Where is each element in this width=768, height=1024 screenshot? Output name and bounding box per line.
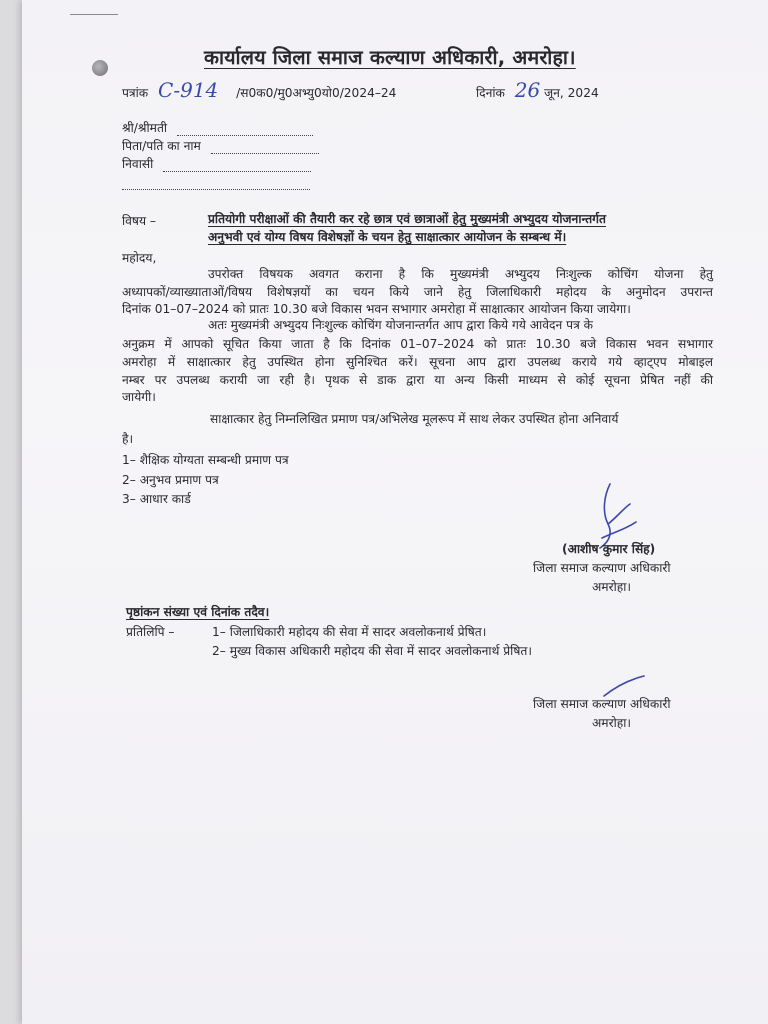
letter-date (476, 78, 599, 102)
para2-line4: नम्बर पर उपलब्ध करायी जा रही है। पृथक से डाक द्वारा या अन्य किसी माध्यम से कोई सूचना प्रेषित नहीं की (122, 373, 713, 387)
patrank-handwritten: C-914 (158, 78, 219, 102)
address-line-1 (122, 120, 313, 136)
subject-label: विषय – (122, 214, 157, 228)
dotted-blank (177, 125, 313, 136)
list-item: 3– आधार कार्ड (122, 492, 191, 506)
signatory-place-2: अमरोहा। (592, 716, 631, 730)
address-line-2 (122, 138, 319, 154)
address-line-3-label: निवासी (122, 157, 154, 171)
address-line-1-label: श्री/श्रीमती (122, 121, 168, 135)
subject-line-1: प्रतियोगी परीक्षाओं की तैयारी कर रहे छात्र एवं छात्राओं हेतु मुख्यमंत्री अभ्युदय योजनान्तर्गत (208, 212, 606, 226)
dotted-blank (163, 161, 311, 172)
endorsement-heading: पृष्ठांकन संख्या एवं दिनांक तदैव। (126, 605, 270, 619)
para2-line5: जायेगी। (122, 390, 156, 404)
patrank-label: पत्रांक (122, 86, 149, 100)
signatory-designation: जिला समाज कल्याण अधिकारी (533, 561, 671, 575)
para1-line1: उपरोक्त विषयक अवगत कराना है कि मुख्यमंत्री अभ्युदय निःशुल्क कोचिंग योजना हेतु (208, 267, 713, 281)
letter-number (122, 78, 397, 102)
signatory-designation-2: जिला समाज कल्याण अधिकारी (533, 697, 671, 711)
dinank-handwritten: 26 (514, 78, 541, 102)
address-line-2-label: पिता/पति का नाम (122, 139, 201, 153)
address-line-3 (122, 156, 311, 172)
list-item: 1– शैक्षिक योग्यता सम्बन्धी प्रमाण पत्र (122, 453, 289, 467)
para1-line2: अध्यापकों/व्याख्याताओं/विषय विशेषज्ञयों का चयन किये जाने हेतु जिलाधिकारी महोदय के अनुमोदन उपरान्त (122, 285, 713, 299)
salutation: महोदय, (122, 251, 157, 265)
signatory-place: अमरोहा। (592, 580, 631, 594)
dotted-blank (211, 143, 319, 154)
para1-line3: दिनांक 01–07–2024 को प्रातः 10.30 बजे विकास भवन सभागार अमरोहा में साक्षात्कार आयोजन किया जायेगा। (122, 302, 631, 316)
punch-hole (92, 60, 108, 76)
copy-label: प्रतिलिपि – (126, 625, 175, 639)
dinank-suffix: जून, 2024 (544, 86, 599, 100)
subject-line-2: अनुभवी एवं योग्य विषय विशेषज्ञों के चयन हेतु साक्षात्कार आयोजन के सम्बन्ध में। (208, 230, 567, 244)
copy-item-2: 2– मुख्य विकास अधिकारी महोदय की सेवा में सादर अवलोकनार्थ प्रेषित। (212, 644, 532, 658)
para3-line1: साक्षात्कार हेतु निम्नलिखित प्रमाण पत्र/अभिलेख मूलरूप में साथ लेकर उपस्थित होना अनिवार्य (210, 412, 619, 426)
list-item: 2– अनुभव प्रमाण पत्र (122, 473, 219, 487)
copy-item-1: 1– जिलाधिकारी महोदय की सेवा में सादर अवलोकनार्थ प्रेषित। (212, 625, 487, 639)
para2-line3: अमरोहा में साक्षात्कार हेतु उपस्थित होना सुनिश्चित करें। सूचना आप द्वारा उपलब्ध कराये गये व्हाट्एप मोबाइल (122, 355, 713, 369)
signatory-name: (आशीष कुमार सिंह) (562, 542, 656, 556)
patrank-suffix: /स0क0/मु0अभ्यु0यो0/2024–24 (236, 86, 397, 100)
para2-line1: अतः मुख्यमंत्री अभ्युदय निःशुल्क कोचिंग योजनान्तर्गत आप द्वारा किये गये आवेदन पत्र के (208, 318, 594, 332)
para2-line2: अनुक्रम में आपको सूचित किया जाता है कि दिनांक 01–07–2024 को प्रातः 10.30 बजे विकास भवन सभागार (122, 337, 713, 351)
dotted-blank (122, 179, 310, 190)
para3-line2: है। (122, 432, 134, 446)
edge-mark (70, 14, 118, 15)
office-title: कार्यालय जिला समाज कल्याण अधिकारी, अमरोहा। (204, 46, 576, 69)
address-line-4 (122, 174, 310, 190)
dinank-label: दिनांक (476, 86, 505, 100)
